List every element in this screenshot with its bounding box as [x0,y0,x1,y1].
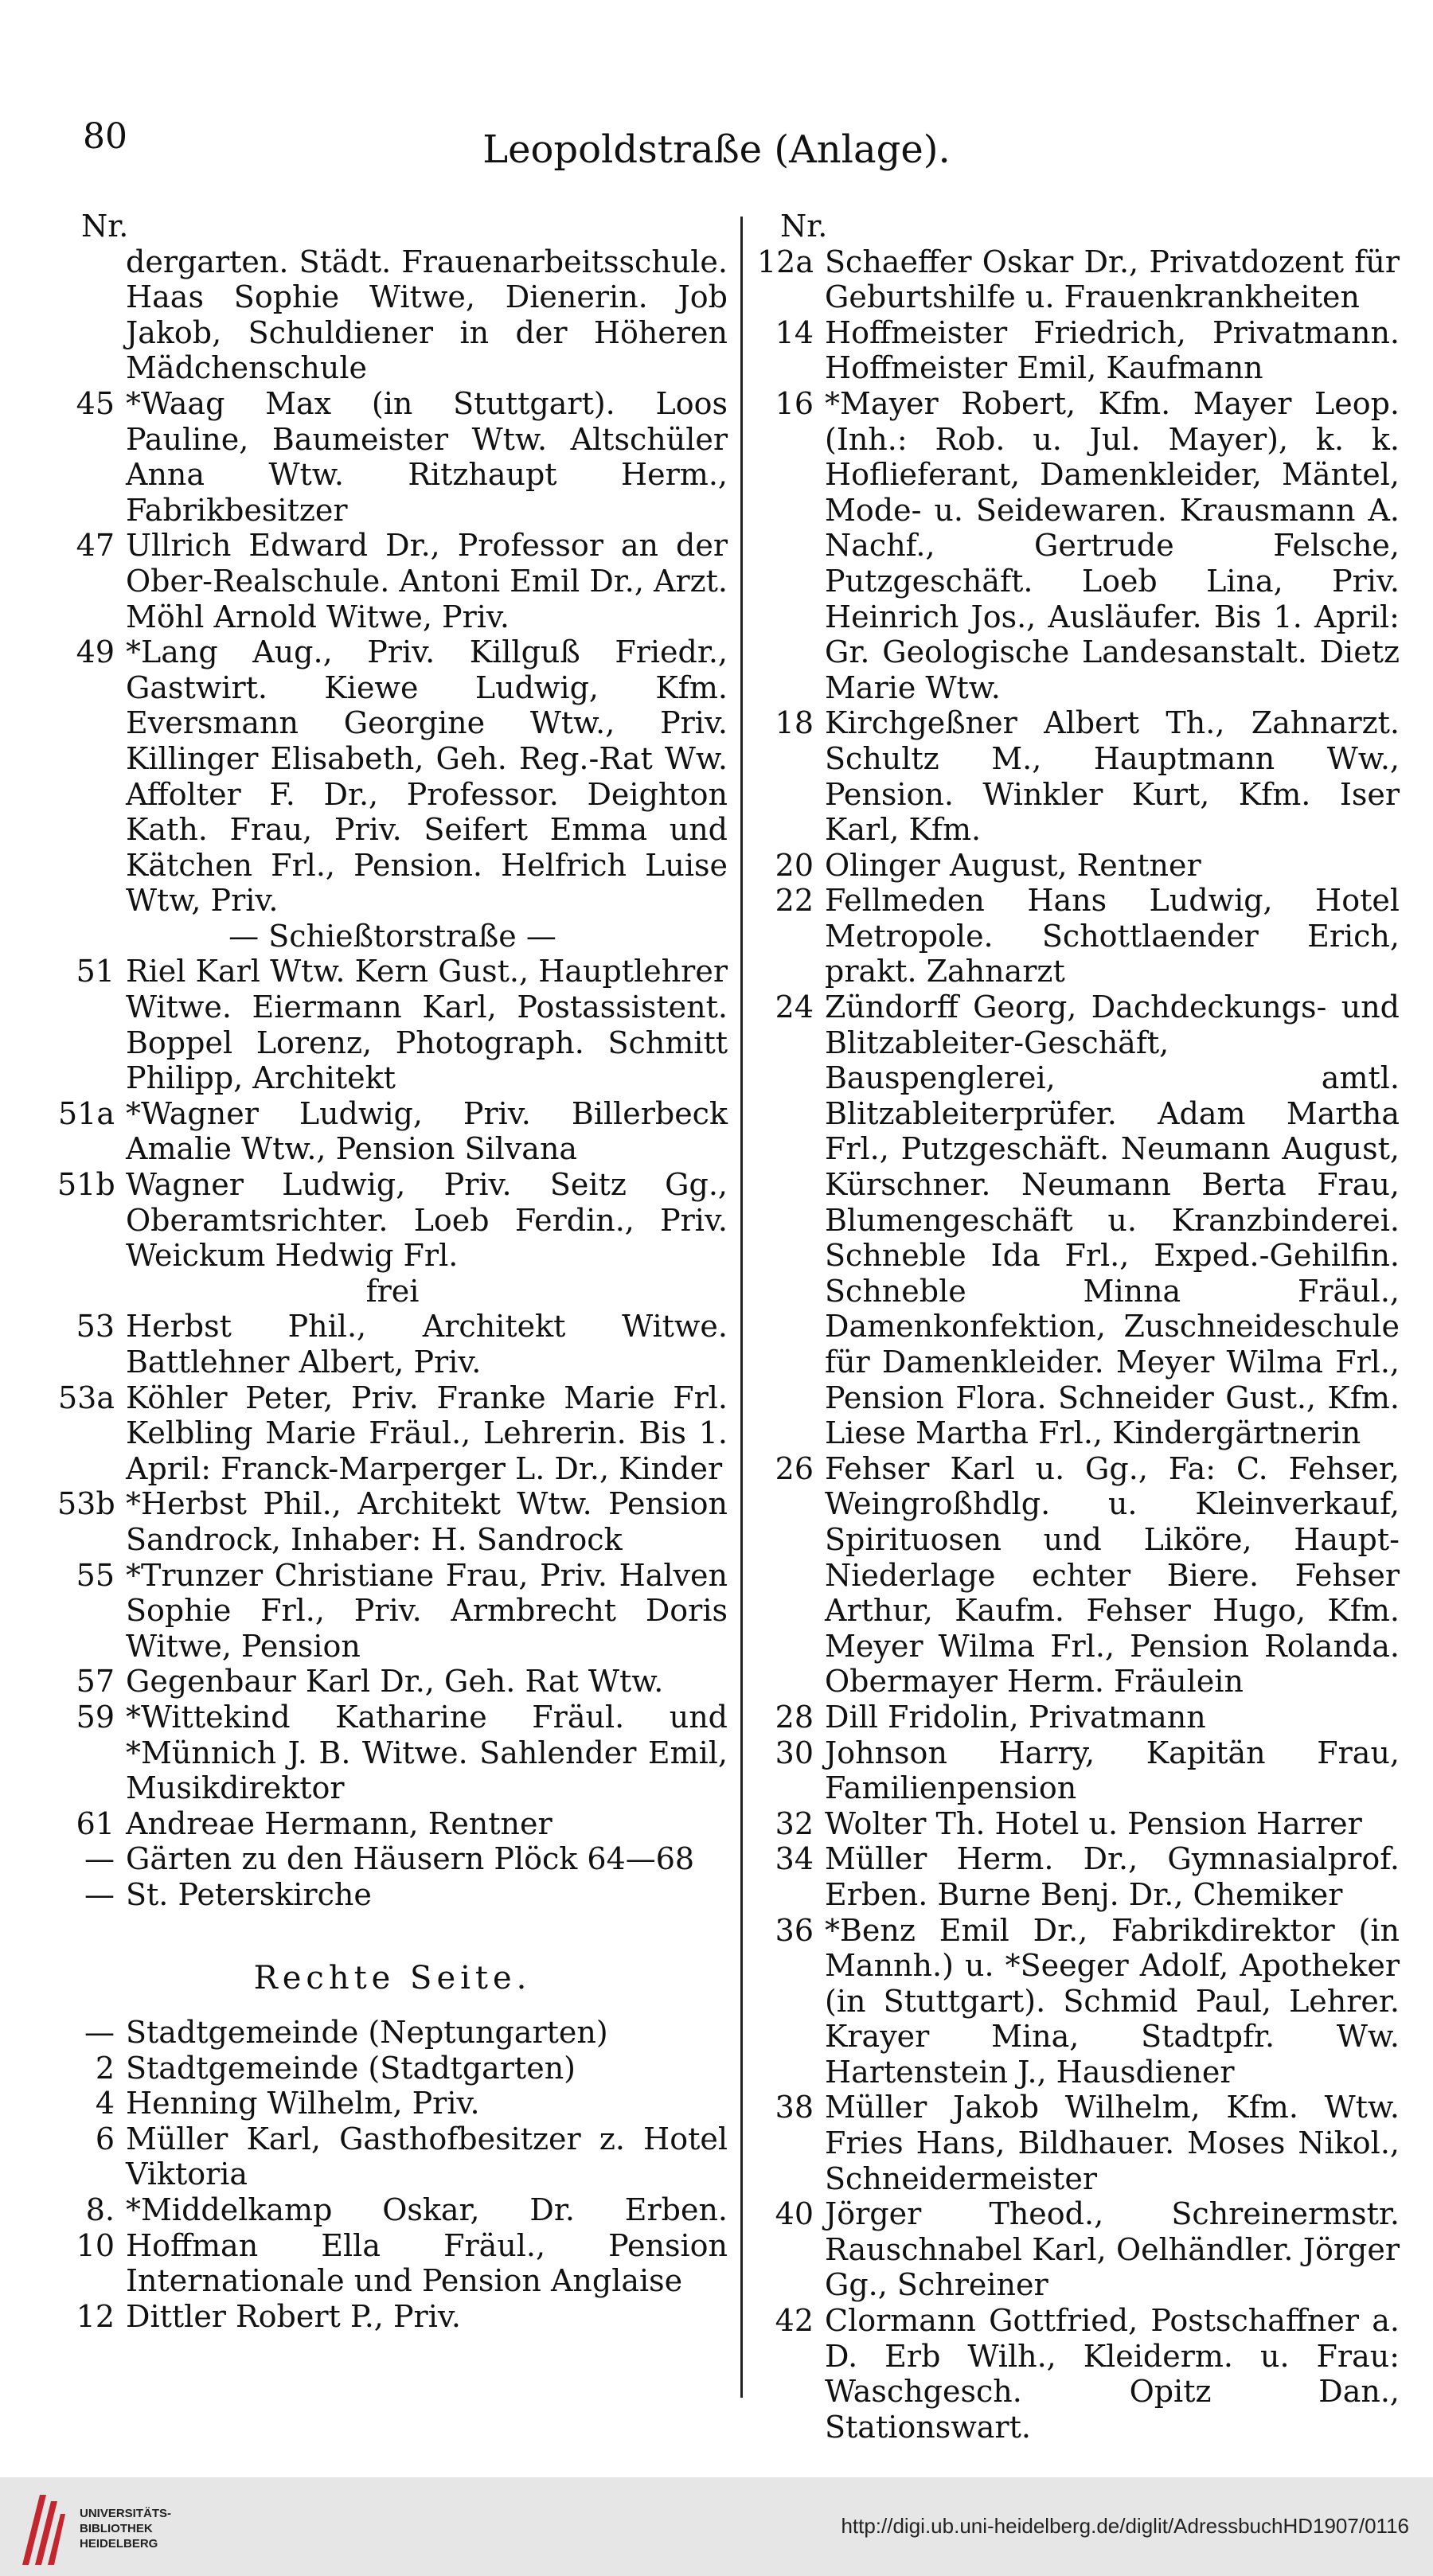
resident-list: Ullrich Edward Dr., Professor an der Ober-Realschule. Antoni Emil Dr., Arzt. Möhl Arnold Witwe, Priv. [126,528,728,634]
address-entry [756,848,1400,884]
resident-list: Riel Karl Wtw. Kern Gust., Hauptlehrer Witwe. Eiermann Karl, Postassistent. Boppel Lorenz, Photograph. Schmitt Philipp, Architekt [126,954,728,1096]
house-number: 42 [775,2303,814,2339]
cross-street-heading: — Schießtorstraße — [228,918,556,954]
section-heading: Rechte Seite. [253,1959,532,1996]
house-number: 51 [76,954,115,989]
house-number: 4 [95,2086,115,2121]
number-column-header: Nr. [780,209,828,244]
university-library-logo [16,2485,67,2568]
resident-list: Fellmeden Hans Ludwig, Hotel Metropole. Schottlaender Erich, prakt. Zahnarzt [825,883,1400,989]
house-number: 30 [775,1735,814,1770]
address-entry [57,2192,728,2299]
address-entry [57,1700,728,1806]
address-entry [57,634,728,919]
resident-list: *Wittekind Katharine Fräul. und *Münnich J. B. Witwe. Sahlender Emil, Musikdirektor [126,1699,728,1806]
resident-list: *Waag Max (in Stuttgart). Loos Pauline, Baumeister Wtw. Altschüler Anna Wtw. Ritzhaupt Herm., Fabrikbesitzer [126,385,728,528]
house-number: 53 [76,1309,115,1345]
resident-list: Köhler Peter, Priv. Franke Marie Frl. Kelbling Marie Fräul., Lehrerin. Bis 1. April: Franck-Marperger L. Dr., Kinder [126,1380,728,1486]
resident-list: Zündorff Georg, Dachdeckungs- und Blitzableiter-Geschäft, Bauspenglerei, amtl. Blitzableiterprüfer. Adam Martha Frl., Putzgeschäft. Neumann August, Kürschner. Neumann Berta Frau, Blumengeschäft u. Kranzbinderei. Schneble Ida Frl., Exped.-Gehilfin. Schneble Minna Fräul., Damenkonfektion, Zuschneideschule für Damenkleider. Meyer Wilma Frl., Pension Flora. Schneider Gust., Kfm. Liese Martha Frl., Kindergärtnerin [825,989,1400,1451]
house-number: 53b [57,1486,115,1522]
resident-list: Stadtgemeinde (Neptungarten) [126,2015,608,2051]
house-number: 51b [57,1167,115,1203]
house-number: 53a [57,1380,115,1415]
number-column-header: Nr. [81,209,129,244]
resident-list: Herbst Phil., Architekt Witwe. Battlehner Albert, Priv. [126,1309,728,1380]
address-entry [756,883,1400,989]
house-number: 28 [775,1699,814,1735]
library-name-line-2: BIBLIOTHEK [80,2522,153,2535]
address-entry [57,2121,728,2192]
resident-list: Andreae Hermann, Rentner [126,1805,553,1841]
resident-list: Olinger August, Rentner [825,847,1201,883]
address-entry [57,954,728,1095]
address-entry [756,989,1400,1451]
house-number: 22 [775,883,814,919]
house-number: 24 [775,989,814,1025]
address-entry [756,244,1400,315]
address-entry [57,1486,728,1557]
house-number: 61 [76,1805,115,1841]
resident-list: *Middelkamp Oskar, Dr. Erben. Hoffman Ella Fräul., Pension Internationale und Pension Anglaise [126,2192,728,2299]
address-entry [57,1877,728,1913]
house-number: 20 [775,847,814,883]
house-number: 51a [57,1095,115,1131]
left-column [57,209,728,2390]
resident-list: Dill Fridolin, Privatmann [825,1699,1206,1735]
resident-list: Dittler Robert P., Priv. [126,2298,461,2334]
resident-list: Johnson Harry, Kapitän Frau, Familienpension [825,1735,1400,1806]
resident-list: dergarten. Städt. Frauenarbeitsschule. Haas Sophie Witwe, Dienerin. Job Jakob, Schuldiener in der Höheren Mädchenschule [126,244,728,386]
address-entry [756,2090,1400,2196]
page-number: 80 [83,116,127,157]
address-entry [57,1380,728,1487]
resident-list: Jörger Theod., Schreinermstr. Rauschnabel Karl, Oelhändler. Jörger Gg., Schreiner [825,2196,1400,2303]
address-entry [756,1735,1400,1806]
address-entry [57,1309,728,1380]
footer-bar [0,2477,1433,2576]
address-entry [756,1700,1400,1735]
house-number: 57 [76,1664,115,1700]
house-number: — [84,2015,115,2051]
address-entry [57,1167,728,1274]
address-entry [756,386,1400,705]
house-number: 59 [76,1699,115,1735]
house-number: 8. 10 [76,2192,115,2263]
house-number: 6 [95,2121,115,2156]
address-entry [57,386,728,528]
resident-list: *Lang Aug., Priv. Killguß Friedr., Gastwirt. Kiewe Ludwig, Kfm. Eversmann Georgine Wtw., Priv. Killinger Elisabeth, Geh. Reg.-Rat Ww. Affolter F. Dr., Professor. Deighton Kath. Frau, Priv. Seifert Emma und Kätchen Frl., Pension. Helfrich Luise Wtw, Priv. [126,634,728,919]
resident-list: Wagner Ludwig, Priv. Seitz Gg., Oberamtsrichter. Loeb Ferdin., Priv. Weickum Hedwig Frl. [126,1167,728,1274]
house-number: 12a [756,244,814,279]
house-number: — [84,1876,115,1912]
house-number: 40 [775,2196,814,2232]
resident-list: Müller Karl, Gasthofbesitzer z. Hotel Viktoria [126,2121,728,2192]
resident-list: *Wagner Ludwig, Priv. Billerbeck Amalie Wtw., Pension Silvana [126,1095,728,1167]
house-number: 32 [775,1805,814,1841]
house-number: 55 [76,1557,115,1593]
address-entry [57,1096,728,1167]
address-entry [57,2051,728,2086]
address-entry [756,2303,1400,2445]
resident-list: *Herbst Phil., Architekt Wtw. Pension Sandrock, Inhaber: H. Sandrock [126,1486,728,1557]
resident-list: Müller Herm. Dr., Gymnasialprof. Erben. Burne Benj. Dr., Chemiker [825,1841,1400,1912]
house-number: — [84,1841,115,1877]
house-number: 26 [775,1450,814,1486]
house-number: 47 [76,528,115,564]
house-number: 36 [775,1912,814,1948]
right-column [756,209,1400,2445]
resident-list: Kirchgeßner Albert Th., Zahnarzt. Schultz M., Hauptmann Ww., Pension. Winkler Kurt, Kfm. Iser Karl, Kfm. [825,705,1400,848]
address-entry [756,1451,1400,1700]
house-number: 49 [76,634,115,670]
resident-list: Clormann Gottfried, Postschaffner a. D. Erb Wilh., Kleiderm. u. Frau: Waschgesch. Opitz Dan., Stationswart. [825,2303,1400,2445]
house-number: 18 [775,705,814,741]
address-entry [756,315,1400,386]
house-number: 45 [76,385,115,421]
library-name-line-3: HEIDELBERG [80,2537,158,2551]
resident-list: Schaeffer Oskar Dr., Privatdozent für Geburtshilfe u. Frauenkrankheiten [825,244,1400,315]
address-entry [756,1806,1400,1842]
house-number: 2 [95,2050,115,2086]
resident-list: *Mayer Robert, Kfm. Mayer Leop. (Inh.: Rob. u. Jul. Mayer), k. k. Hoflieferant, Damenkleider, Mäntel, Mode- u. Seidewaren. Krausmann A. Nachf., Gertrude Felsche, Putzgeschäft. Loeb Lina, Priv. Heinrich Jos., Ausläufer. Bis 1. April: Gr. Geologische Landesanstalt. Dietz Marie Wtw. [825,385,1400,705]
address-entry [57,1558,728,1665]
house-number: 16 [775,385,814,421]
address-entry [756,705,1400,847]
house-number: 34 [775,1841,814,1877]
resident-list: Hoffmeister Friedrich, Privatmann. Hoffmeister Emil, Kaufmann [825,314,1400,386]
house-number: 14 [775,314,814,350]
address-entry [57,2299,728,2335]
address-entry [756,2196,1400,2303]
cross-street-heading: frei [365,1273,420,1309]
running-head: Leopoldstraße (Anlage). [482,127,951,172]
resident-list: *Trunzer Christiane Frau, Priv. Halven Sophie Frl., Priv. Armbrecht Doris Witwe, Pension [126,1557,728,1664]
library-name-line-1: UNIVERSITÄTS- [80,2507,172,2520]
house-number: 38 [775,2090,814,2125]
resident-list: Henning Wilhelm, Priv. [126,2086,480,2121]
address-entry [57,1806,728,1842]
house-number: 12 [76,2298,115,2334]
resident-list: Wolter Th. Hotel u. Pension Harrer [825,1805,1362,1841]
resident-list: *Benz Emil Dr., Fabrikdirektor (in Mannh.) u. *Seeger Adolf, Apotheker (in Stuttgart). Schmid Paul, Lehrer. Krayer Mina, Stadtpfr. Ww. Hartenstein J., Hausdiener [825,1912,1400,2090]
address-entry [57,244,728,386]
library-name [80,2506,171,2551]
source-url-link[interactable]: http://digi.ub.uni-heidelberg.de/diglit/AdressbuchHD1907/0116 [841,2514,1409,2538]
resident-list: Gärten zu den Häusern Plöck 64—68 [126,1841,695,1877]
address-entry [57,1664,728,1700]
address-entry [57,2086,728,2121]
address-entry [756,1913,1400,2090]
address-entry [57,2015,728,2051]
column-divider [740,217,743,2398]
resident-list: Müller Jakob Wilhelm, Kfm. Wtw. Fries Hans, Bildhauer. Moses Nikol., Schneidermeister [825,2090,1400,2196]
address-entry [57,1841,728,1877]
resident-list: Gegenbaur Karl Dr., Geh. Rat Wtw. [126,1664,664,1700]
address-entry [57,528,728,634]
resident-list: St. Peterskirche [126,1876,372,1912]
address-entry [756,1841,1400,1912]
resident-list: Fehser Karl u. Gg., Fa: C. Fehser, Weingroßhdlg. u. Kleinverkauf, Spirituosen und Liköre, Haupt-Niederlage echter Biere. Fehser Arthur, Kaufm. Fehser Hugo, Kfm. Meyer Wilma Frl., Pension Rolanda. Obermayer Herm. Fräulein [825,1450,1400,1700]
resident-list: Stadtgemeinde (Stadtgarten) [126,2050,576,2086]
